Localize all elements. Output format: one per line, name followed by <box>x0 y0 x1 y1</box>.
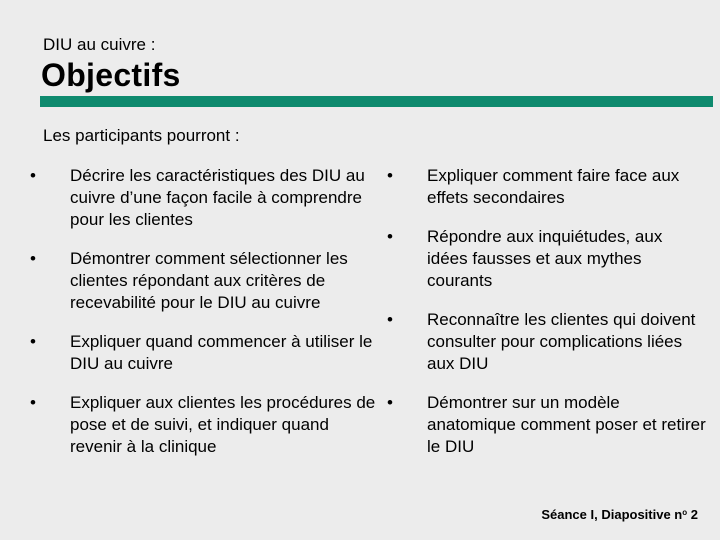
intro-text: Les participants pourront : <box>43 126 240 145</box>
objective-text: Expliquer quand commencer à utiliser le DIU au cuivre <box>70 332 373 373</box>
objectives-right-column <box>387 165 707 458</box>
objective-text: Démontrer comment sélectionner les clientes répondant aux critères de recevabilité pour le DIU au cuivre <box>70 249 348 312</box>
bullet-icon: • <box>387 310 393 329</box>
objective-item <box>30 331 378 375</box>
objective-text: Décrire les caractéristiques des DIU au cuivre d’une façon facile à comprendre pour les clientes <box>70 166 365 229</box>
slide-subtitle: DIU au cuivre : <box>43 35 156 54</box>
slide-title: Objectifs <box>41 57 181 93</box>
objective-item <box>387 392 707 458</box>
objective-item <box>30 248 378 314</box>
footer-session-label: Séance I, Diapositive n <box>541 507 683 522</box>
bullet-icon: • <box>387 166 393 185</box>
objective-text: Répondre aux inquiétudes, aux idées fausses et aux mythes courants <box>427 227 663 290</box>
bullet-icon: • <box>30 332 36 351</box>
title-underline-bar <box>40 96 713 107</box>
objective-item <box>387 226 707 292</box>
objective-text: Reconnaître les clientes qui doivent consulter pour complications liées aux DIU <box>427 310 696 373</box>
objective-text: Démontrer sur un modèle anatomique comment poser et retirer le DIU <box>427 393 706 456</box>
bullet-icon: • <box>30 249 36 268</box>
slide-footer <box>541 505 698 523</box>
objective-item <box>387 309 707 375</box>
objective-text: Expliquer comment faire face aux effets secondaires <box>427 166 680 207</box>
bullet-icon: • <box>30 166 36 185</box>
footer-ordinal-mark: o <box>682 508 688 517</box>
objective-item <box>30 165 378 231</box>
objective-item <box>30 392 378 458</box>
bullet-icon: • <box>387 393 393 412</box>
bullet-icon: • <box>30 393 36 412</box>
objective-item <box>387 165 707 209</box>
objectives-left-column <box>30 165 378 458</box>
objective-text: Expliquer aux clientes les procédures de pose et de suivi, et indiquer quand revenir à la clinique <box>70 393 376 456</box>
bullet-icon: • <box>387 227 393 246</box>
footer-slide-number: 2 <box>690 507 698 522</box>
